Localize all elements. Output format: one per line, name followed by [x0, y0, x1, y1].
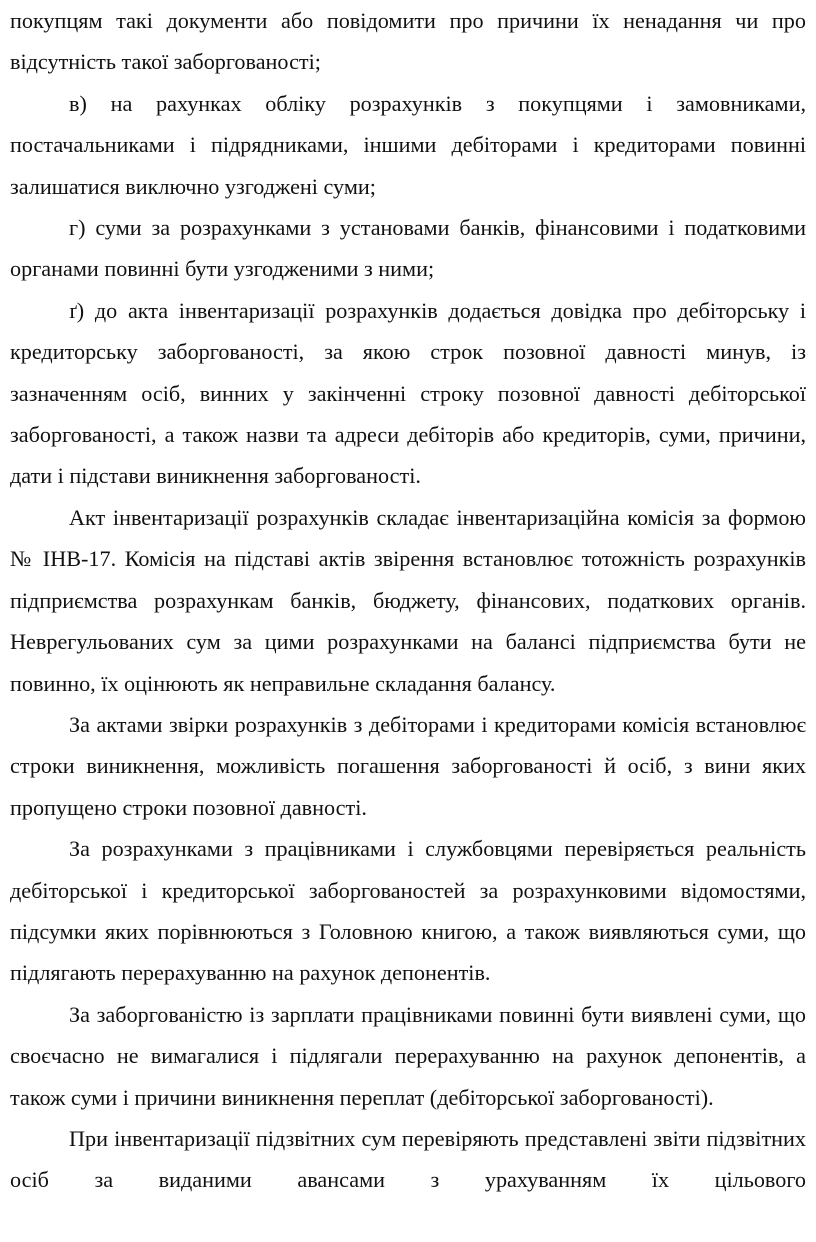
paragraph-continuation: покупцям такі документи або повідомити про причини їх ненадання чи про відсутність такої заборгованості;: [10, 8, 806, 75]
paragraph-accountable-sums: При інвентаризації підзвітних сум перевіряють представлені звіти підзвітних осіб за виданими авансами з урахуванням їх цільового: [10, 1125, 806, 1193]
paragraph-reconciliation-acts: За актами звірки розрахунків з дебіторами і кредиторами комісія встановлює строки виникнення, можливість погашення заборгованості й осіб, з вини яких пропущено строки позовної давності.: [10, 711, 806, 820]
paragraph-act-inventory: Акт інвентаризації розрахунків складає інвентаризаційна комісія за формою № ІНВ-17. Комісія на підставі актів звірення встановлює тотожність розрахунків підприємства розрахункам банків, бюджету, фінансових, податкових органів. Неврегульованих сум за цими розрахунками на балансі підприємства бути не повинно, їх оцінюють як неправильне складання балансу.: [10, 504, 806, 696]
document-page: [10, 0, 806, 1201]
paragraph-employees: За розрахунками з працівниками і службовцями перевіряється реальність дебіторської і кредиторської заборгованостей за розрахунковими відомостями, підсумки яких порівнюються з Головною книгою, а також виявляються суми, що підлягають перерахуванню на рахунок депонентів.: [10, 836, 806, 986]
paragraph-item-g: ґ) до акта інвентаризації розрахунків додається довідка про дебіторську і кредиторську заборгованості, за якою строк позовної давності минув, із зазначенням осіб, винних у закінченні строку позовної давності дебіторської заборгованості, а також назви та адреси дебіторів або кредиторів, суми, причини, дати і підстави виникнення заборгованості.: [10, 297, 806, 489]
paragraph-item-v: в) на рахунках обліку розрахунків з покупцями і замовниками, постачальниками і підрядниками, іншими дебіторами і кредиторами повинні залишатися виключно узгоджені суми;: [10, 90, 806, 199]
paragraph-item-h: г) суми за розрахунками з установами банків, фінансовими і податковими органами повинні бути узгодженими з ними;: [10, 215, 806, 282]
paragraph-salary-debt: За заборгованістю із зарплати працівниками повинні бути виявлені суми, що своєчасно не вимагалися і підлягали перерахуванню на рахунок депонентів, а також суми і причини виникнення переплат (дебіторської заборгованості).: [10, 1001, 806, 1110]
